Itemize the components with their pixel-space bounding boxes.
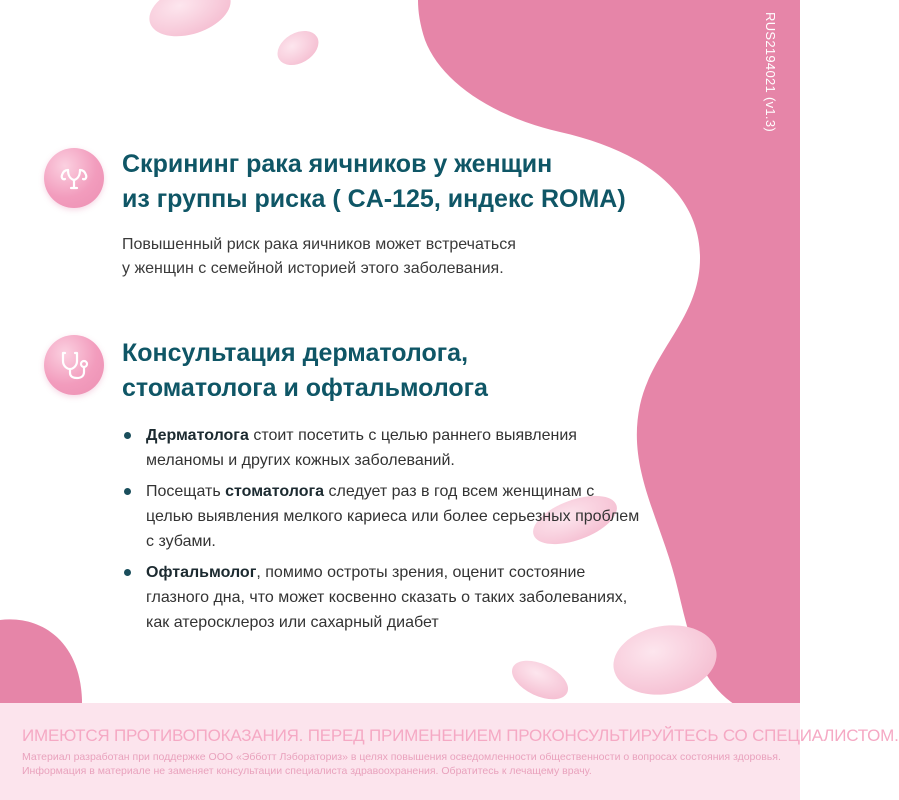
- consultation-list: [122, 423, 642, 641]
- disclaimer-note: Материал разработан при поддержке ООО «Эбботт Лэбораториз» в целях повышения осведомленности общественности о вопросах состояния здоровья.: [22, 751, 781, 763]
- section-title-ovarian-screening: [122, 147, 626, 217]
- bullet-dot: [124, 432, 131, 439]
- document-code: RUS2194021 (v1.3): [763, 12, 778, 132]
- list-item: Офтальмолог, помимо остроты зрения, оценит состояние глазного дна, что может косвенно сказать о таких заболеваниях, как атеросклероз или сахарный диабет: [122, 560, 642, 635]
- title-line: стоматолога и офтальмолога: [122, 374, 488, 402]
- title-line: Скрининг рака яичников у женщин: [122, 150, 553, 178]
- pink-wave-left: [0, 619, 82, 712]
- text-line: у женщин с семейной историей этого заболевания.: [122, 260, 504, 277]
- section-text-ovarian-screening: [122, 233, 516, 281]
- text-line: Повышенный риск рака яичников может встречаться: [122, 236, 516, 253]
- stethoscope-icon: [44, 335, 104, 395]
- contraindications-warning: ИМЕЮТСЯ ПРОТИВОПОКАЗАНИЯ. ПЕРЕД ПРИМЕНЕНИЕМ ПРОКОНСУЛЬТИРУЙТЕСЬ СО СПЕЦИАЛИСТОМ.: [22, 726, 899, 745]
- disclaimer-note: Информация в материале не заменяет консультации специалиста здравоохранения. Обратитесь к лечащему врачу.: [22, 765, 592, 777]
- bullet-dot: [124, 569, 131, 576]
- petal-decoration: [271, 24, 324, 72]
- title-line: из группы риска ( CA-125, индекс ROMA): [122, 185, 626, 213]
- list-item: Посещать стоматолога следует раз в год всем женщинам с целью выявления мелкого кариеса или более серьезных проблем с зубами.: [122, 479, 642, 554]
- petal-decoration: [506, 653, 574, 707]
- petal-decoration: [143, 0, 238, 46]
- section-title-consultations: [122, 336, 488, 406]
- uterus-icon: [44, 148, 104, 208]
- title-line: Консультация дерматолога,: [122, 339, 469, 367]
- list-item: Дерматолога стоит посетить с целью раннего выявления меланомы и других кожных заболеваний.: [122, 423, 642, 473]
- bullet-dot: [124, 488, 131, 495]
